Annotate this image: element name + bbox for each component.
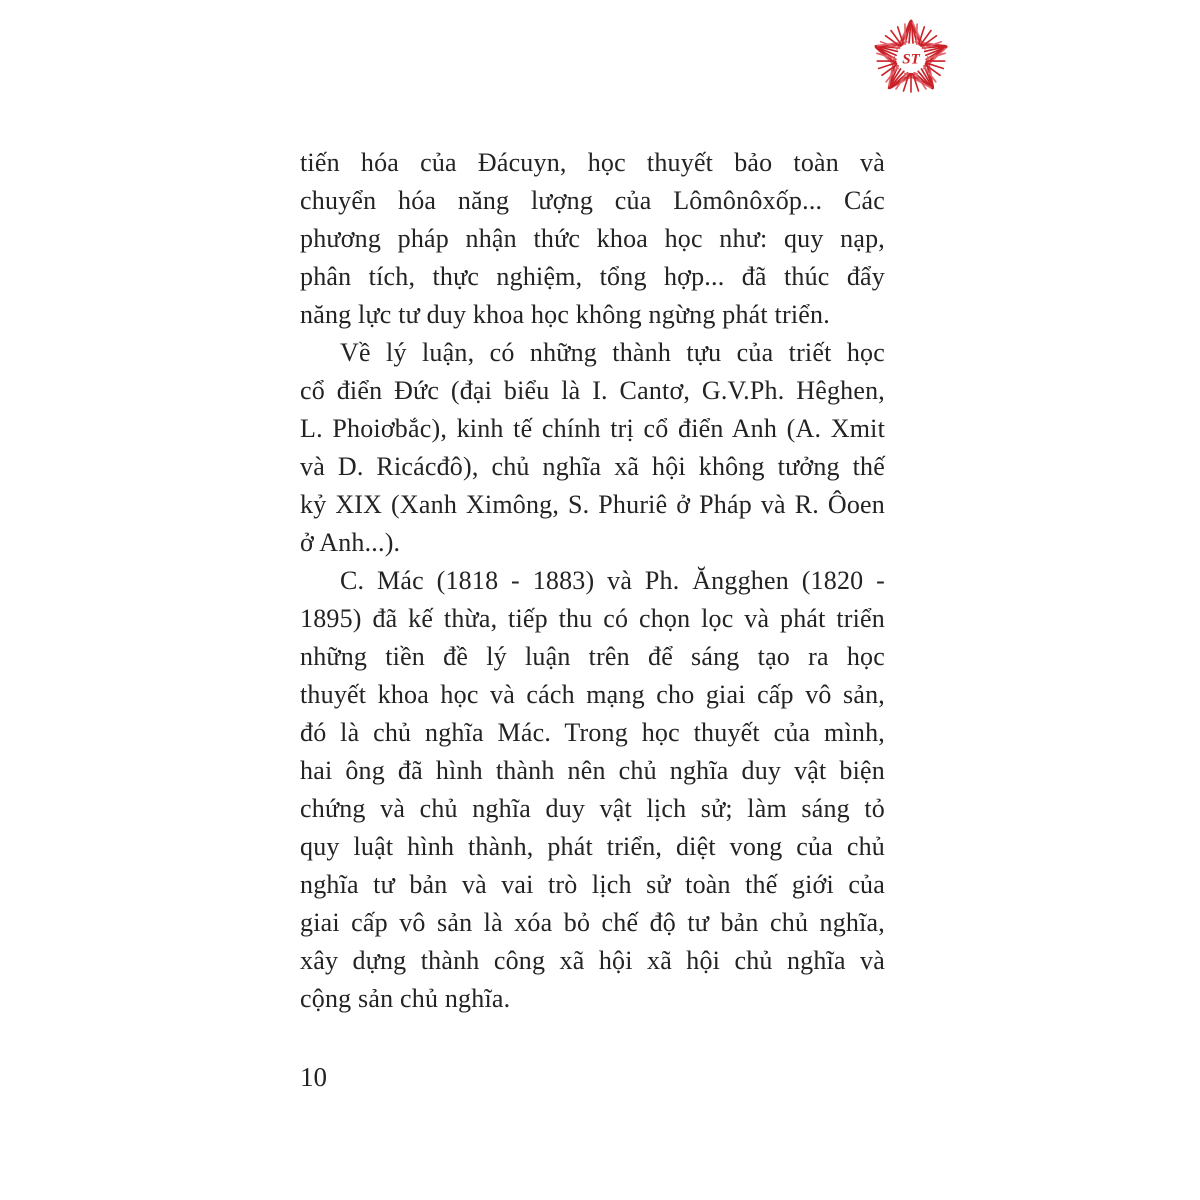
- text-line: L. Phoiơbắc), kinh tế chính trị cổ điển Anh (A. Xmit: [300, 414, 885, 443]
- publisher-star-icon: [866, 12, 956, 104]
- text-line: chứng và chủ nghĩa duy vật lịch sử; làm sáng tỏ: [300, 794, 885, 823]
- text-line: cổ điển Đức (đại biểu là I. Cantơ, G.V.Ph. Hêghen,: [300, 376, 885, 405]
- text-line: 1895) đã kế thừa, tiếp thu có chọn lọc và phát triển: [300, 604, 885, 633]
- page-number: 10: [300, 1062, 327, 1092]
- text-line: hai ông đã hình thành nên chủ nghĩa duy vật biện: [300, 756, 885, 785]
- text-line: phân tích, thực nghiệm, tổng hợp... đã thúc đẩy: [300, 262, 885, 291]
- page-text: [300, 144, 885, 1018]
- text-line: và D. Ricácđô), chủ nghĩa xã hội không tưởng thế: [300, 452, 885, 481]
- text-line: xây dựng thành công xã hội xã hội chủ nghĩa và: [300, 946, 885, 975]
- text-line: ở Anh...).: [300, 528, 401, 557]
- text-line: phương pháp nhận thức khoa học như: quy nạp,: [300, 224, 885, 253]
- publisher-logo: [866, 12, 956, 104]
- text-line: đó là chủ nghĩa Mác. Trong học thuyết của mình,: [300, 718, 885, 747]
- text-line: tiến hóa của Đácuyn, học thuyết bảo toàn và: [300, 148, 885, 177]
- text-line: năng lực tư duy khoa học không ngừng phát triển.: [300, 300, 830, 329]
- text-line: giai cấp vô sản là xóa bỏ chế độ tư bản chủ nghĩa,: [300, 908, 885, 937]
- text-line: nghĩa tư bản và vai trò lịch sử toàn thế giới của: [300, 870, 885, 899]
- text-line: những tiền đề lý luận trên để sáng tạo ra học: [300, 642, 885, 671]
- text-line: Về lý luận, có những thành tựu của triết học: [340, 338, 885, 367]
- text-line: thuyết khoa học và cách mạng cho giai cấp vô sản,: [300, 680, 885, 709]
- paragraph: [300, 334, 885, 562]
- paragraph: [300, 562, 885, 1018]
- text-line: quy luật hình thành, phát triển, diệt vong của chủ: [300, 832, 885, 861]
- logo-monogram: ST: [902, 51, 920, 68]
- text-line: chuyển hóa năng lượng của Lômônôxốp... Các: [300, 186, 885, 215]
- text-line: cộng sản chủ nghĩa.: [300, 984, 511, 1013]
- paragraph: [300, 144, 885, 334]
- text-line: kỷ XIX (Xanh Ximông, S. Phuriê ở Pháp và R. Ôoen: [300, 490, 885, 519]
- text-line: C. Mác (1818 - 1883) và Ph. Ăngghen (1820 -: [340, 566, 885, 595]
